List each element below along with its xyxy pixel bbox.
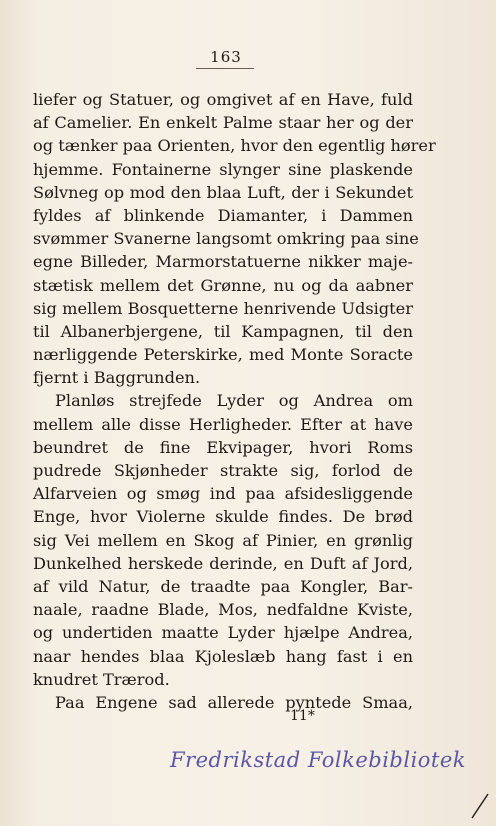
text-line: Enge, hvor Violerne skulde findes. De brød bbox=[33, 507, 413, 527]
text-line: Paa Engene sad allerede pyntede Smaa, bbox=[55, 692, 413, 712]
library-stamp: Fredrikstad Folkebibliotek bbox=[170, 748, 467, 772]
page-number: 163 bbox=[210, 48, 242, 66]
text-line: af Camelier. En enkelt Palme staar her og der bbox=[33, 113, 413, 133]
text-line: beundret de fine Ekvipager, hvori Roms bbox=[33, 437, 413, 457]
text-line: knudret Trærod. bbox=[33, 669, 170, 689]
page-corner-mark bbox=[470, 790, 490, 820]
text-line: og tænker paa Orienten, hvor den egentlig hører bbox=[33, 136, 436, 156]
text-line: sig Vei mellem en Skog af Pinier, en grønlig bbox=[33, 530, 413, 550]
text-line: fyldes af blinkende Diamanter, i Dammen bbox=[33, 205, 413, 225]
signature-mark: 11* bbox=[290, 708, 315, 724]
text-line: Sølvneg op mod den blaa Luft, der i Sekundet bbox=[33, 182, 413, 202]
text-line: svømmer Svanerne langsomt omkring paa sine bbox=[33, 229, 419, 249]
text-line: pudrede Skjønheder strakte sig, forlod de bbox=[33, 461, 413, 480]
text-line: liefer og Statuer, og omgivet af en Have, fuld bbox=[33, 90, 413, 109]
page-number-rule bbox=[196, 68, 254, 69]
text-line: af vild Natur, de traadte paa Kongler, Bar- bbox=[33, 576, 413, 596]
text-line: egne Billeder, Marmorstatuerne nikker maje- bbox=[33, 252, 413, 272]
text-line: sig mellem Bosquetterne henrivende Udsigter bbox=[33, 298, 413, 318]
text-line: Dunkelhed herskede derinde, en Duft af Jord, bbox=[33, 553, 413, 573]
text-line: Planløs strejfede Lyder og Andrea om bbox=[55, 391, 413, 411]
text-line: fjernt i Baggrunden. bbox=[33, 368, 201, 388]
text-line: naale, raadne Blade, Mos, nedfaldne Kviste, bbox=[33, 600, 413, 620]
text-line: hjemme. Fontainerne slynger sine plaskende bbox=[33, 159, 413, 179]
text-line: Alfarveien og smøg ind paa afsidesliggende bbox=[33, 484, 413, 504]
body-text bbox=[33, 88, 436, 714]
text-line: naar hendes blaa Kjoleslæb hang fast i en bbox=[33, 646, 413, 666]
text-line: mellem alle disse Herligheder. Efter at have bbox=[33, 414, 413, 434]
text-line: til Albanerbjergene, til Kampagnen, til den bbox=[33, 321, 413, 341]
text-line: stætisk mellem det Grønne, nu og da aabner bbox=[33, 275, 413, 295]
text-line: og undertiden maatte Lyder hjælpe Andrea, bbox=[33, 623, 413, 643]
text-line: nærliggende Peterskirke, med Monte Soracte bbox=[33, 345, 413, 365]
